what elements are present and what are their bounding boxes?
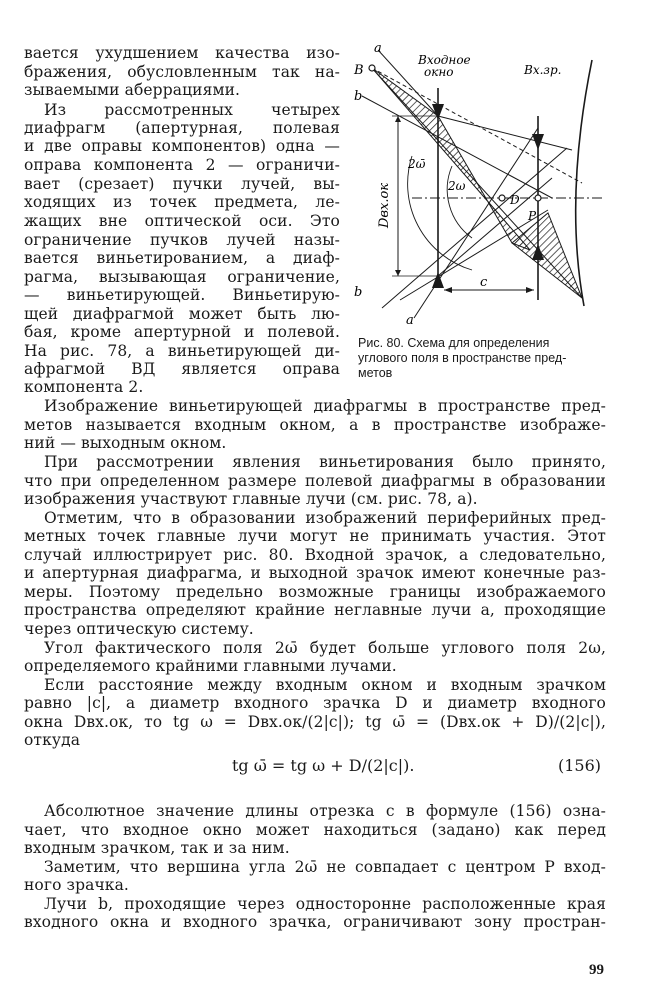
text-line: Если расстояние между входным окном и входным зрачком (44, 676, 606, 694)
text-line: меры. Поэтому предельно возможные границы изображаемого (24, 583, 606, 601)
text-line: Угол фактического поля 2ω̄ будет больше углового поля 2ω, (44, 639, 606, 657)
text-line: компонента 2. (24, 378, 144, 396)
text-line: определяемого крайними главными лучами. (24, 657, 397, 675)
equation-156: tg ω̄ = tg ω + D/(2|c|). (232, 756, 415, 775)
text-line: вается ухудшением качества изо- (24, 44, 340, 62)
figure-caption: углового поля в пространстве пред- (358, 351, 567, 365)
label-2omega-bar: 2ω̄ (408, 157, 426, 171)
pupil-curve (576, 60, 592, 306)
text-line: изображения участвуют главные лучи (см. рис. 78, а). (24, 490, 478, 508)
text-line: ного зрачка. (24, 876, 129, 894)
text-line: и две оправы компонентов) одна — (24, 137, 340, 155)
text-line: Из рассмотренных четырех (44, 101, 340, 119)
text-line: зываемыми аберрациями. (24, 81, 241, 99)
text-line: вается виньетированием, а диаф- (24, 249, 340, 267)
page-number: 99 (589, 962, 604, 978)
label-entrance-window-2: окно (424, 65, 454, 79)
figure-caption: метов (358, 366, 393, 380)
text-line: оправа компонента 2 — ограничи- (24, 156, 340, 174)
equation-number: (156) (558, 756, 602, 775)
label-b-top: b (354, 89, 363, 104)
text-line: Лучи b, проходящие через односторонне расположенные края (44, 895, 606, 913)
text-line: входного окна и входного зрачка, ограничивают зону простран- (24, 913, 606, 931)
text-line: пространства определяют крайние неглавные лучи а, проходящие (24, 601, 606, 619)
label-D: D (510, 193, 520, 207)
label-entrance-pupil: Вх.зр. (524, 63, 562, 77)
text-line: через оптическую систему. (24, 620, 254, 638)
point-B (369, 65, 375, 71)
text-line: входным зрачком, так и за ним. (24, 839, 290, 857)
label-b-bottom: b (354, 285, 363, 300)
text-line: афрагмой ВД является оправа (24, 360, 340, 378)
text-line: — виньетирующей. Виньетирую- (24, 286, 340, 304)
text-line: случай иллюстрирует рис. 80. Входной зрачок, а следовательно, (24, 546, 606, 564)
text-line: бражения, обусловленным так на- (24, 63, 340, 81)
text-line: Изображение виньетирующей диафрагмы в пространстве пред- (44, 397, 606, 415)
label-a-top: a (374, 41, 382, 56)
text-line: диафрагм (апертурная, полевая (24, 119, 340, 137)
text-line: жащих вне оптической оси. Это (24, 212, 340, 230)
text-line: вает (срезает) пучки лучей, вы- (24, 175, 340, 193)
label-D-entrance: Dвх.ок (377, 182, 392, 228)
text-line: метов называется входным окном, а в пространстве изображе- (24, 416, 606, 434)
text-line: и апертурная диафрагма, и выходной зрачок имеют конечные раз- (24, 564, 606, 582)
text-line: Абсолютное значение длины отрезка с в формуле (156) озна- (44, 802, 606, 820)
text-line: окна Dвх.ок, то tg ω = Dвх.ок/(2|c|); tg ω̄ = (Dвх.ок + D)/(2|c|), (24, 713, 606, 731)
text-line: что при определенном размере полевой диафрагмы в образовании (24, 472, 606, 490)
text-line: ограничение пучков лучей назы- (24, 231, 340, 249)
text-line: ходящих из точек предмета, ле- (24, 193, 340, 211)
label-c: c (480, 275, 488, 290)
text-line: откуда (24, 731, 81, 749)
text-line: На рис. 78, а виньетирующей ди- (24, 342, 340, 360)
text-line: щей диафрагмой может быть лю- (24, 305, 340, 323)
label-B: B (354, 63, 364, 78)
point-D-marker (499, 195, 505, 201)
text-line: метных точек главные лучи могут не принимать участия. Этот (24, 527, 606, 545)
figure-80-diagram (352, 38, 610, 330)
label-2omega: 2ω (448, 179, 466, 193)
text-line: равно |c|, а диаметр входного зрачка D и диаметр входного (24, 694, 606, 712)
hatched-beam-upper (372, 68, 530, 250)
text-line: бая, кроме апертурной и полевой. (24, 323, 340, 341)
label-entrance-window: Входное (418, 53, 471, 67)
label-P: P (528, 209, 537, 223)
label-a-bottom: a (406, 313, 414, 328)
text-line: Заметим, что вершина угла 2ω̄ не совпадает с центром P вход- (44, 858, 606, 876)
text-line: При рассмотрении явления виньетирования было принято, (44, 453, 606, 471)
text-line: ний — выходным окном. (24, 434, 227, 452)
figure-caption: Рис. 80. Схема для определения (358, 336, 550, 350)
text-line: Отметим, что в образовании изображений периферийных пред- (44, 509, 606, 527)
text-line: чает, что входное окно может находиться (задано) как перед (24, 821, 606, 839)
point-P (535, 195, 541, 201)
text-line: рагма, вызывающая ограничение, (24, 268, 340, 286)
